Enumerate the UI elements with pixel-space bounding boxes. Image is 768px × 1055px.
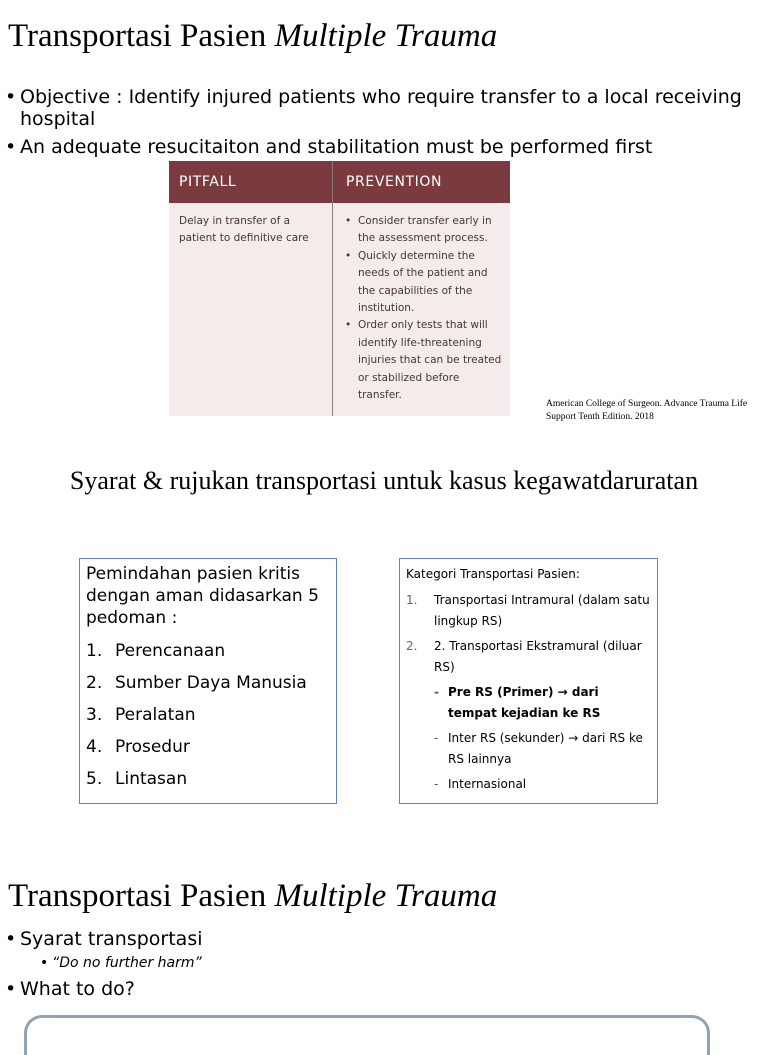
bullet-syarat — [5, 928, 745, 972]
prevention-header: PREVENTION — [346, 174, 443, 190]
slide-2-title: Syarat & rujukan transportasi untuk kasus kegawatdaruratan — [69, 466, 699, 495]
list-text: Sumber Daya Manusia — [115, 673, 307, 693]
category-title: Kategori Transportasi Pasien: — [406, 567, 580, 581]
sub-item-pre-rs — [406, 682, 651, 724]
list-item — [86, 635, 330, 667]
dash-marker: - — [434, 685, 439, 699]
pitfall-cell: Delay in transfer of a patient to definitive care — [179, 215, 309, 244]
category-item — [406, 636, 651, 678]
table-header — [169, 161, 510, 203]
prevention-list — [341, 213, 506, 404]
list-item — [86, 731, 330, 763]
bullet-objective: • Objective : Identify injured patients who require transfer to a local receiving hospital — [5, 86, 745, 130]
bullet-what-to-do: • What to do? — [5, 978, 745, 1000]
list-text: Peralatan — [115, 705, 196, 725]
list-number: 3. — [86, 705, 103, 725]
sub-item-text: Internasional — [448, 777, 527, 791]
sub-item-inter-rs — [406, 728, 651, 770]
prevention-item: • Consider transfer early in the assessment process. — [341, 213, 506, 248]
title-italic-text: Multiple Trauma — [274, 18, 498, 54]
list-number: 1. — [86, 641, 103, 661]
guidelines-box — [79, 558, 337, 804]
transport-category-box — [399, 558, 658, 804]
slide-3 — [0, 868, 768, 1024]
list-text: Prosedur — [115, 737, 190, 757]
slide-1 — [0, 0, 768, 440]
pitfall-header: PITFALL — [179, 174, 237, 190]
dash-marker: - — [434, 731, 439, 745]
sub-item-internasional — [406, 774, 651, 795]
item-number: 2. — [406, 639, 418, 653]
pitfall-prevention-table — [169, 161, 510, 416]
list-text: Lintasan — [115, 769, 188, 789]
slide-3-bullets — [5, 928, 745, 1004]
bullet-text: Syarat transportasi — [20, 928, 203, 950]
prevention-item: • Quickly determine the needs of the patient and the capabilities of the institution. — [341, 248, 506, 318]
sub-item-text: Inter RS (sekunder) → dari RS ke RS lainnya — [448, 731, 643, 766]
list-item — [86, 763, 330, 795]
prevention-item: • Order only tests that will identify life-threatening injuries that can be treated or stabilized before transfer. — [341, 317, 506, 404]
guidelines-intro: Pemindahan pasien kritis dengan aman didasarkan 5 pedoman : — [86, 564, 319, 628]
sub-bullets — [20, 954, 745, 972]
column-divider — [332, 161, 333, 416]
slide-1-bullets — [5, 86, 745, 164]
guidelines-list — [86, 635, 330, 795]
slide-3-title — [8, 876, 497, 916]
list-item — [86, 699, 330, 731]
list-item — [86, 667, 330, 699]
list-number: 4. — [86, 737, 103, 757]
slide-2 — [0, 455, 768, 855]
list-text: Perencanaan — [115, 641, 226, 661]
category-item — [406, 590, 651, 632]
list-number: 2. — [86, 673, 103, 693]
sub-bullet-do-no-harm: • “Do no further harm” — [40, 954, 745, 972]
sub-item-text: Pre RS (Primer) → dari tempat kejadian ke RS — [448, 685, 601, 720]
title-italic-text: Multiple Trauma — [274, 878, 498, 914]
list-number: 5. — [86, 769, 103, 789]
citation: American College of Surgeon. Advance Trauma Life Support Tenth Edition. 2018 — [546, 399, 748, 422]
item-text: Transportasi Intramural (dalam satu lingkup RS) — [434, 593, 650, 628]
bullet-resuscitation: • An adequate resucitaiton and stabilitation must be performed first — [5, 136, 745, 158]
title-main-text: Transportasi Pasien — [8, 18, 275, 54]
title-main-text: Transportasi Pasien — [8, 878, 275, 914]
item-number: 1. — [406, 593, 418, 607]
dash-marker: - — [434, 777, 439, 791]
slide-1-title — [8, 16, 497, 56]
content-box — [24, 1015, 710, 1055]
item-text: 2. Transportasi Ekstramural (diluar RS) — [434, 639, 642, 674]
